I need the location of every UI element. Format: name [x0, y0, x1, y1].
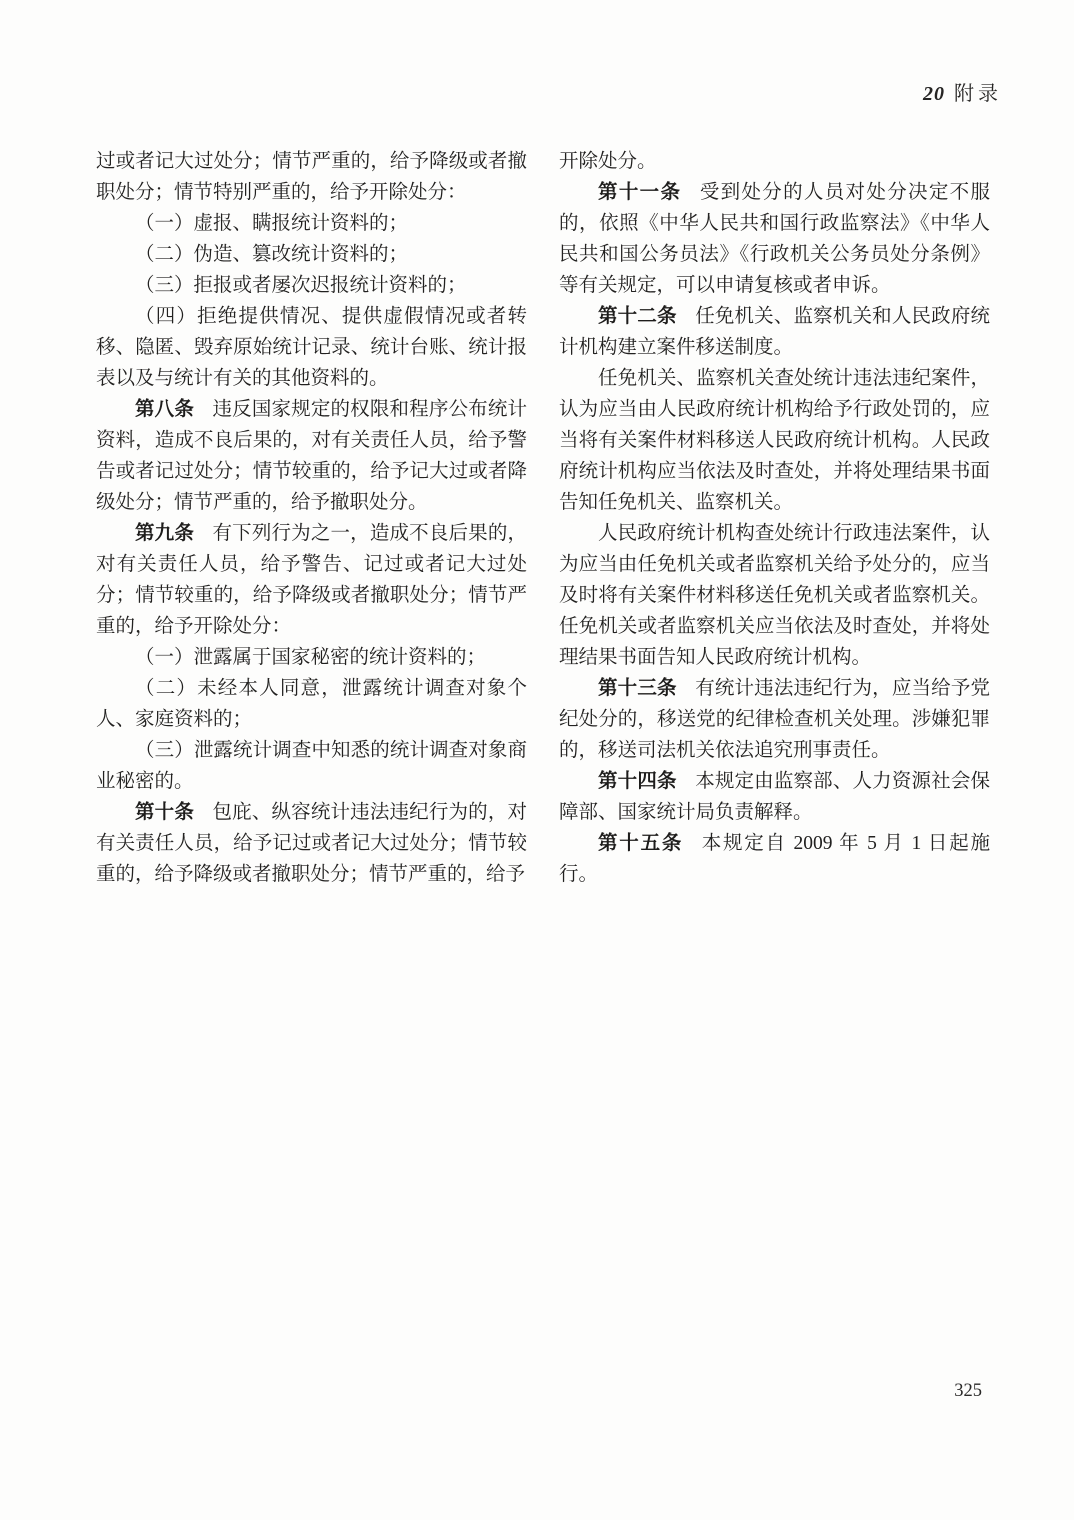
running-header: [923, 82, 1002, 106]
chapter-number: 20: [923, 83, 945, 105]
paragraph: [559, 363, 990, 518]
paragraph-text: （二）未经本人同意，泄露统计调查对象个人、家庭资料的；: [96, 678, 527, 730]
paragraph-text: （四）拒绝提供情况、提供虚假情况或者转移、隐匿、毁弃原始统计记录、统计台账、统计报表以及与统计有关的其他资料的。: [96, 306, 527, 389]
paragraph: [96, 301, 527, 394]
paragraph: [96, 797, 527, 890]
paragraph-text: 受到处分的人员对处分决定不服的，依照《中华人民共和国行政监察法》《中华人民共和国公务员法》《行政机关公务员处分条例》等有关规定，可以申请复核或者申诉。: [559, 182, 990, 296]
article-number: 第十一条: [598, 181, 682, 203]
column-left: [96, 146, 527, 890]
paragraph: [96, 518, 527, 642]
paragraph-text: 有统计违法违纪行为，应当给予党纪处分的，移送党的纪律检查机关处理。涉嫌犯罪的，移送司法机关依法追究刑事责任。: [559, 678, 990, 761]
page-number: 325: [954, 1381, 982, 1401]
article-number: 第十五条: [598, 832, 684, 854]
paragraph-text: 本规定自 2009 年 5 月 1 日起施行。: [559, 833, 990, 885]
paragraph-text: （三）泄露统计调查中知悉的统计调查对象商业秘密的。: [96, 740, 527, 792]
paragraph: [559, 766, 990, 828]
paragraph: [559, 146, 990, 177]
paragraph-text: （一）虚报、瞒报统计资料的；: [135, 213, 409, 234]
article-number: 第十二条: [598, 305, 677, 327]
paragraph: [559, 301, 990, 363]
paragraph-text: （一）泄露属于国家秘密的统计资料的；: [135, 647, 487, 668]
paragraph-text: （二）伪造、篡改统计资料的；: [135, 244, 409, 265]
paragraph-text: 过或者记大过处分；情节严重的，给予降级或者撤职处分；情节特别严重的，给予开除处分：: [96, 151, 527, 203]
article-number: 第八条: [135, 398, 194, 420]
article-number: 第十条: [135, 801, 194, 823]
paragraph: [96, 735, 527, 797]
paragraph: [96, 642, 527, 673]
paragraph: [96, 239, 527, 270]
paragraph-text: 任免机关、监察机关查处统计违法违纪案件，认为应当由人民政府统计机构给予行政处罚的，应当将有关案件材料移送人民政府统计机构。人民政府统计机构应当依法及时查处，并将处理结果书面告知任免机关、监察机关。: [559, 368, 990, 513]
paragraph-text: 有下列行为之一，造成不良后果的，对有关责任人员，给予警告、记过或者记大过处分；情节较重的，给予降级或者撤职处分；情节严重的，给予开除处分：: [96, 523, 527, 637]
paragraph-text: （三）拒报或者屡次迟报统计资料的；: [135, 275, 467, 296]
paragraph: [559, 177, 990, 301]
paragraph: [96, 394, 527, 518]
paragraph-text: 开除处分。: [559, 151, 657, 172]
paragraph: [96, 146, 527, 208]
paragraph: [96, 270, 527, 301]
paragraph-text: 违反国家规定的权限和程序公布统计资料，造成不良后果的，对有关责任人员，给予警告或者记过处分；情节较重的，给予记大过或者降级处分；情节严重的，给予撤职处分。: [96, 399, 527, 513]
paragraph-text: 本规定由监察部、人力资源社会保障部、国家统计局负责解释。: [559, 771, 990, 823]
paragraph-text: 任免机关、监察机关和人民政府统计机构建立案件移送制度。: [559, 306, 990, 358]
paragraph: [559, 518, 990, 673]
paragraph-text: 包庇、纵容统计违法违纪行为的，对有关责任人员，给予记过或者记大过处分；情节较重的，给予降级或者撤职处分；情节严重的，给予: [96, 802, 527, 885]
article-number: 第十三条: [598, 677, 677, 699]
paragraph: [96, 208, 527, 239]
column-right: [559, 146, 990, 890]
article-number: 第九条: [135, 522, 194, 544]
paragraph: [559, 828, 990, 890]
article-number: 第十四条: [598, 770, 677, 792]
paragraph: [559, 673, 990, 766]
paragraph-text: 人民政府统计机构查处统计行政违法案件，认为应当由任免机关或者监察机关给予处分的，应当及时将有关案件材料移送任免机关或者监察机关。任免机关或者监察机关应当依法及时查处，并将处理结果书面告知人民政府统计机构。: [559, 523, 990, 668]
chapter-title: 附录: [954, 83, 1002, 105]
paragraph: [96, 673, 527, 735]
